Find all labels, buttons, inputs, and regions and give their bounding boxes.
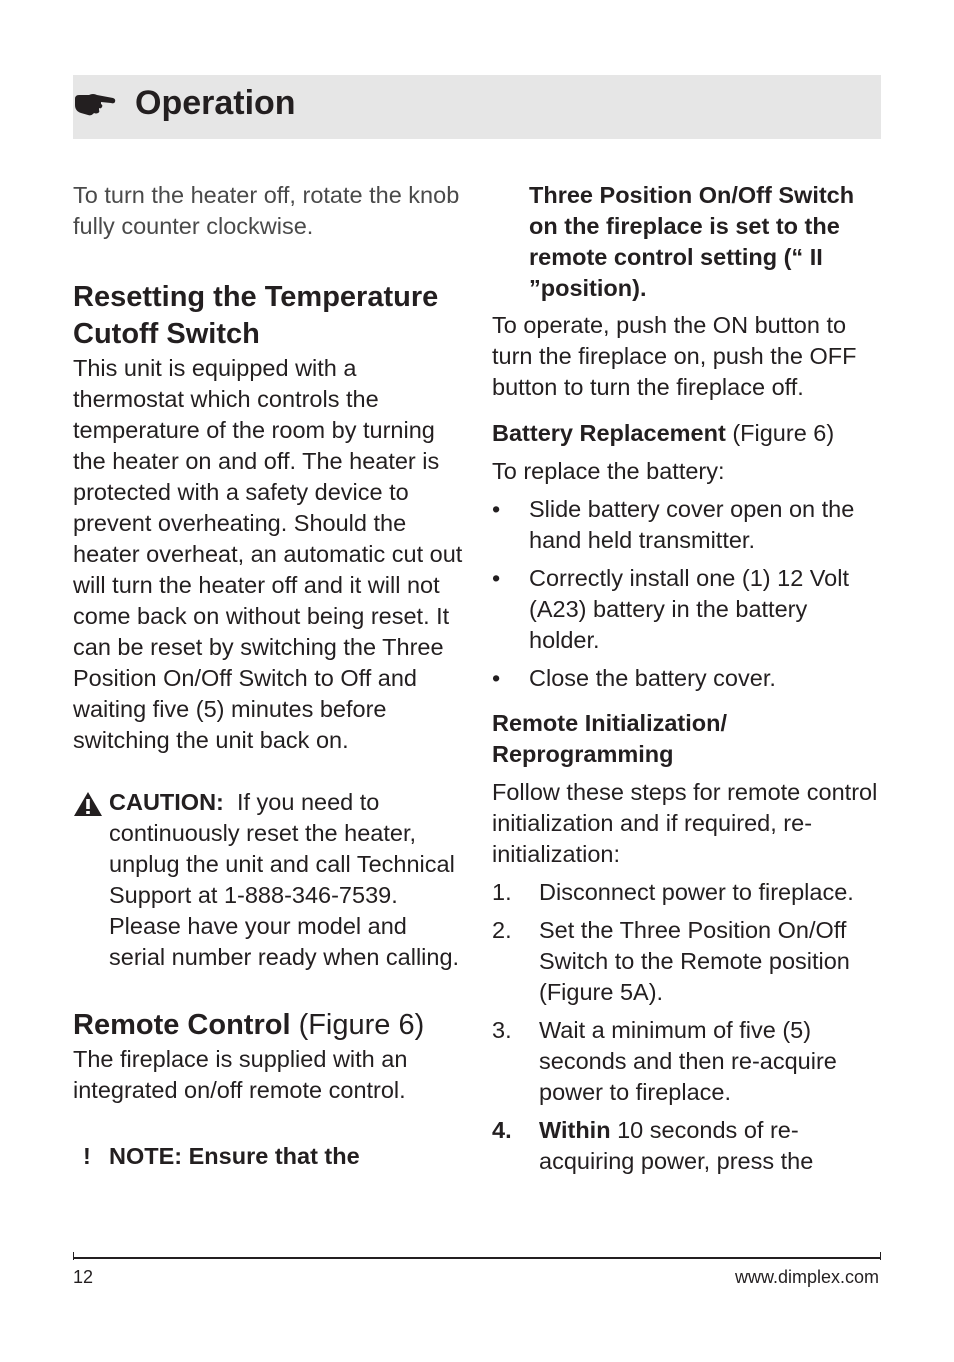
list-item bbox=[492, 1115, 884, 1177]
init-heading bbox=[492, 708, 884, 770]
page-title: Operation bbox=[135, 84, 296, 122]
bullet-icon: • bbox=[492, 565, 501, 591]
warning-icon bbox=[73, 791, 103, 817]
step-text: Set the Three Position On/Off Switch to the Remote position (Figure 5A). bbox=[539, 917, 850, 1005]
note-text: NOTE: Ensure that the bbox=[109, 1143, 360, 1169]
reset-heading-line1: Resetting the Temperature bbox=[73, 281, 439, 313]
step-bold-text: Within bbox=[539, 1117, 611, 1143]
list-item bbox=[492, 494, 884, 556]
list-item bbox=[492, 563, 884, 656]
remote-paragraph: The fireplace is supplied with an integrated on/off remote control. bbox=[73, 1046, 408, 1103]
step-text: Disconnect power to fireplace. bbox=[539, 879, 854, 905]
note-continuation: Three Position On/Off Switch on the fireplace is set to the remote control setting (“ II ”position). bbox=[529, 182, 855, 301]
step-number: 2. bbox=[492, 917, 512, 943]
battery-heading-text: Battery Replacement bbox=[492, 420, 726, 446]
bullet-icon: • bbox=[492, 496, 501, 522]
init-intro: Follow these steps for remote control initialization and if required, re-initialization: bbox=[492, 779, 878, 867]
reset-heading-line2: Cutoff Switch bbox=[73, 318, 260, 350]
reset-heading bbox=[73, 279, 468, 353]
remote-heading bbox=[73, 1007, 468, 1044]
battery-list bbox=[492, 494, 884, 694]
list-item bbox=[492, 915, 884, 1008]
section-header bbox=[73, 75, 881, 139]
list-item bbox=[492, 1015, 884, 1108]
battery-heading-ref: (Figure 6) bbox=[732, 420, 835, 446]
battery-intro: To replace the battery: bbox=[492, 458, 725, 484]
caution-block bbox=[73, 787, 468, 973]
caution-text: If you need to continuously reset the heater, unplug the unit and call Technical Support at 1-888-346-7539. Please have your model and serial number ready when calling. bbox=[109, 789, 460, 970]
list-item bbox=[492, 663, 884, 694]
right-column bbox=[492, 180, 884, 1184]
operate-paragraph: To operate, push the ON button to turn the fireplace on, push the OFF button to turn the fireplace off. bbox=[492, 312, 857, 400]
list-item-text: Correctly install one (1) 12 Volt (A23) battery in the battery holder. bbox=[529, 565, 850, 653]
step-number: 1. bbox=[492, 879, 512, 905]
list-item-text: Slide battery cover open on the hand held transmitter. bbox=[529, 496, 855, 553]
remote-heading-text: Remote Control bbox=[73, 1009, 291, 1041]
pointing-hand-icon bbox=[73, 91, 117, 117]
list-item-text: Close the battery cover. bbox=[529, 665, 776, 691]
step-text: 10 seconds of re-acquiring power, press the bbox=[539, 1117, 814, 1174]
reset-paragraph: This unit is equipped with a thermostat which controls the temperature of the room by turning the heater on and off. The heater is protected with a safety device to prevent overheating. Should the heater overheat, an automatic cut out will turn the heater off and it will not come back on without being reset. It can be reset by switching the Three Position On/Off Switch to Off and waiting five (5) minutes before switching the unit back on. bbox=[73, 355, 463, 753]
remote-heading-ref: (Figure 6) bbox=[298, 1009, 425, 1041]
footer-website: www.dimplex.com bbox=[734, 1267, 879, 1287]
page-number: 12 bbox=[73, 1267, 94, 1287]
init-heading-line1: Remote Initialization/ bbox=[492, 710, 728, 736]
battery-heading bbox=[492, 418, 884, 449]
note-block bbox=[73, 1141, 468, 1172]
note-icon: ! bbox=[83, 1143, 91, 1169]
step-number: 3. bbox=[492, 1017, 512, 1043]
intro-paragraph: To turn the heater off, rotate the knob fully counter clockwise. bbox=[73, 182, 460, 239]
init-steps bbox=[492, 877, 884, 1177]
step-text: Wait a minimum of five (5) seconds and then re-acquire power to fireplace. bbox=[539, 1017, 837, 1105]
step-number: 4. bbox=[492, 1117, 512, 1143]
footer-rule bbox=[73, 1257, 881, 1259]
left-column bbox=[73, 180, 468, 1172]
bullet-icon: • bbox=[492, 665, 501, 691]
list-item bbox=[492, 877, 884, 908]
init-heading-line2: Reprogramming bbox=[492, 741, 674, 767]
caution-label: CAUTION: bbox=[109, 789, 224, 815]
